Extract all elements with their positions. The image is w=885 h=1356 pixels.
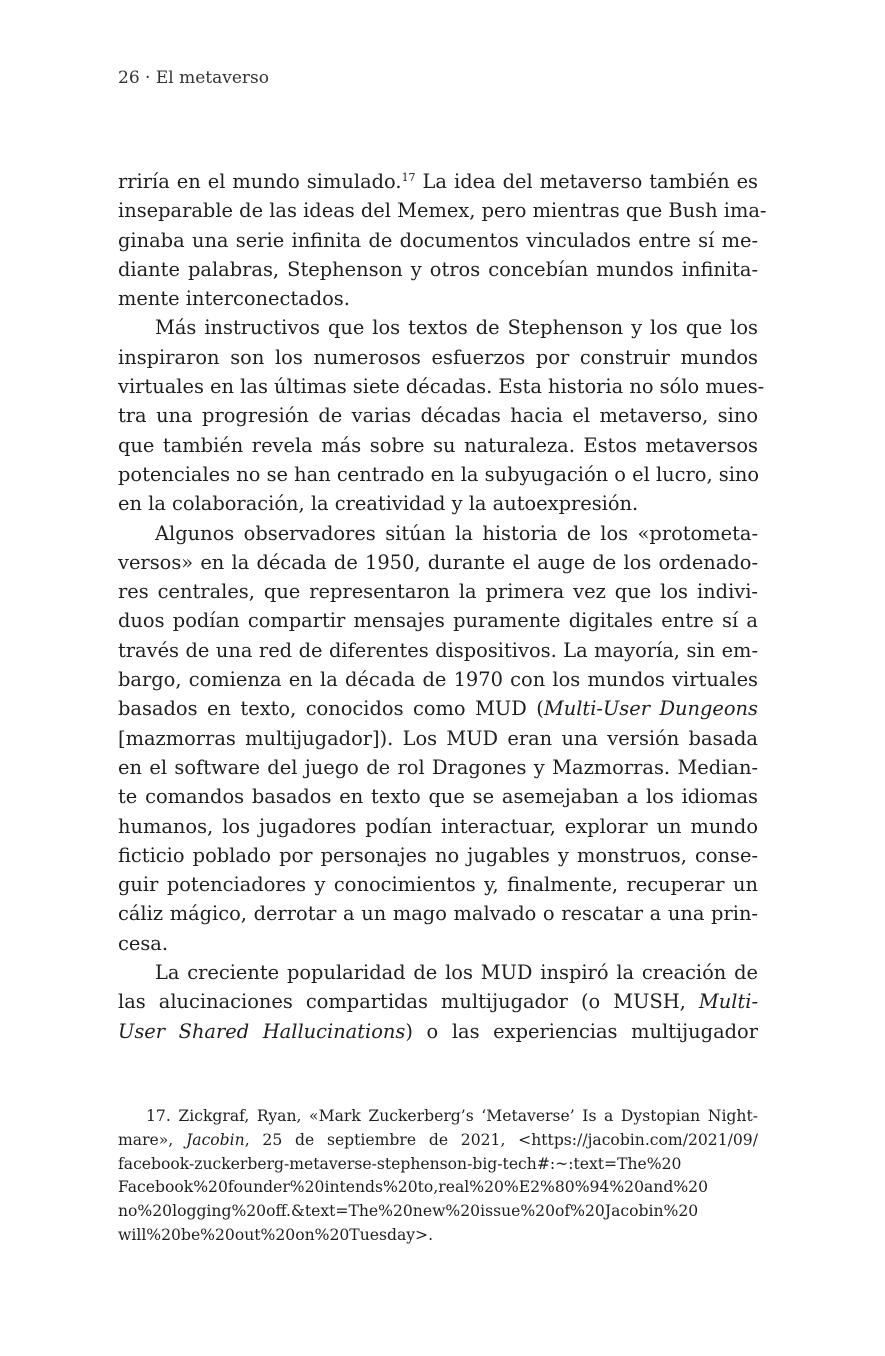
footnote-ref-17[interactable]: 17 [401,171,416,184]
text-line: potenciales no se han centrado en la subyugación o el lucro, sino [118,462,760,486]
footnote-17 [118,1105,758,1248]
text-line: Algunos observadores sitúan la historia de los «protometa- [155,521,758,545]
text-line: duos podían compartir mensajes puramente digitales entre sí a [118,609,758,633]
footnote-line: 17. Zickgraf, Ryan, «Mark Zuckerberg’s ‘Metaverse’ Is a Dystopian Night- [146,1107,758,1125]
text-line: humanos, los jugadores podían interactuar, explorar un mundo [118,814,758,838]
text-line: inseparable de las ideas del Memex, pero mientras que Bush ima- [118,199,767,223]
text-line: versos» en la década de 1950, durante el auge de los ordenado- [118,550,758,574]
text-line: ginaba una serie infinita de documentos vinculados entre sí me- [118,228,758,252]
text-line: través de una red de diferentes dispositivos. La mayoría, sin em- [118,638,758,662]
text-line: La creciente popularidad de los MUD inspiró la creación de [155,961,758,985]
text-line: ficticio poblado por personajes no jugables y monstruos, conse- [118,843,758,867]
footnote-line: mare», Jacobin, 25 de septiembre de 2021, <https://jacobin.com/2021/09/ [118,1130,758,1149]
text-line: mente interconectados. [118,287,350,311]
text-line: diante palabras, Stephenson y otros concebían mundos infinita- [118,257,758,281]
paragraph-3 [118,519,758,958]
paragraph-4 [118,958,758,1046]
text-line: rriría en el mundo simulado.$^{17}$ La idea del metaverso también es [118,170,759,193]
text-line: tra una progresión de varias décadas hacia el metaverso, sino [118,404,758,428]
text-line: [mazmorras multijugador]). Los MUD eran una versión basada [118,726,758,750]
text-line: guir potenciadores y conocimientos y, finalmente, recuperar un [118,873,758,897]
text-line: en la colaboración, la creatividad y la autoexpresión. [118,492,639,516]
text-line: Más instructivos que los textos de Stephenson y los que los [155,316,758,340]
text-line: cesa. [118,931,169,955]
text-line: bargo, comienza en la década de 1970 con los mundos virtuales [118,668,758,692]
footnote-line: no%20logging%20off.&text=The%20new%20issue%20of%20Jacobin%20 [118,1202,699,1221]
footnote-line: facebook-zuckerberg-metaverse-stephenson-big-tech#:~:text=The%20 [118,1154,682,1173]
text-line: virtuales en las últimas siete décadas. Esta historia no sólo mues- [118,375,765,399]
text-line: que también revela más sobre su naturaleza. Estos metaversos [118,433,758,457]
text-line: te comandos basados en texto que se asemejaban a los idiomas [118,785,758,809]
text-line: cáliz mágico, derrotar a un mago malvado o rescatar a una prin- [118,902,758,926]
text-line: en el software del juego de rol Dragones y Mazmorras. Median- [118,755,758,779]
text-line: res centrales, que representaron la primera vez que los indivi- [118,580,758,604]
text-line: las alucinaciones compartidas multijugador (o MUSH, Multi- [118,990,758,1014]
running-head: 26 · El metaverso [118,68,269,88]
footnote-line: Facebook%20founder%20intends%20to,real%20%E2%80%94%20and%20 [118,1178,708,1197]
paragraph-1 [118,167,767,313]
footnote-line: will%20be%20out%20on%20Tuesday>. [118,1225,434,1244]
text-line: inspiraron son los numerosos esfuerzos por construir mundos [118,345,758,369]
body-text [118,167,767,1046]
text-line: User Shared Hallucinations) o las experiencias multijugador [118,1019,758,1043]
paragraph-2 [118,313,765,518]
text-line: basados en texto, conocidos como MUD (Multi-User Dungeons [118,697,758,721]
